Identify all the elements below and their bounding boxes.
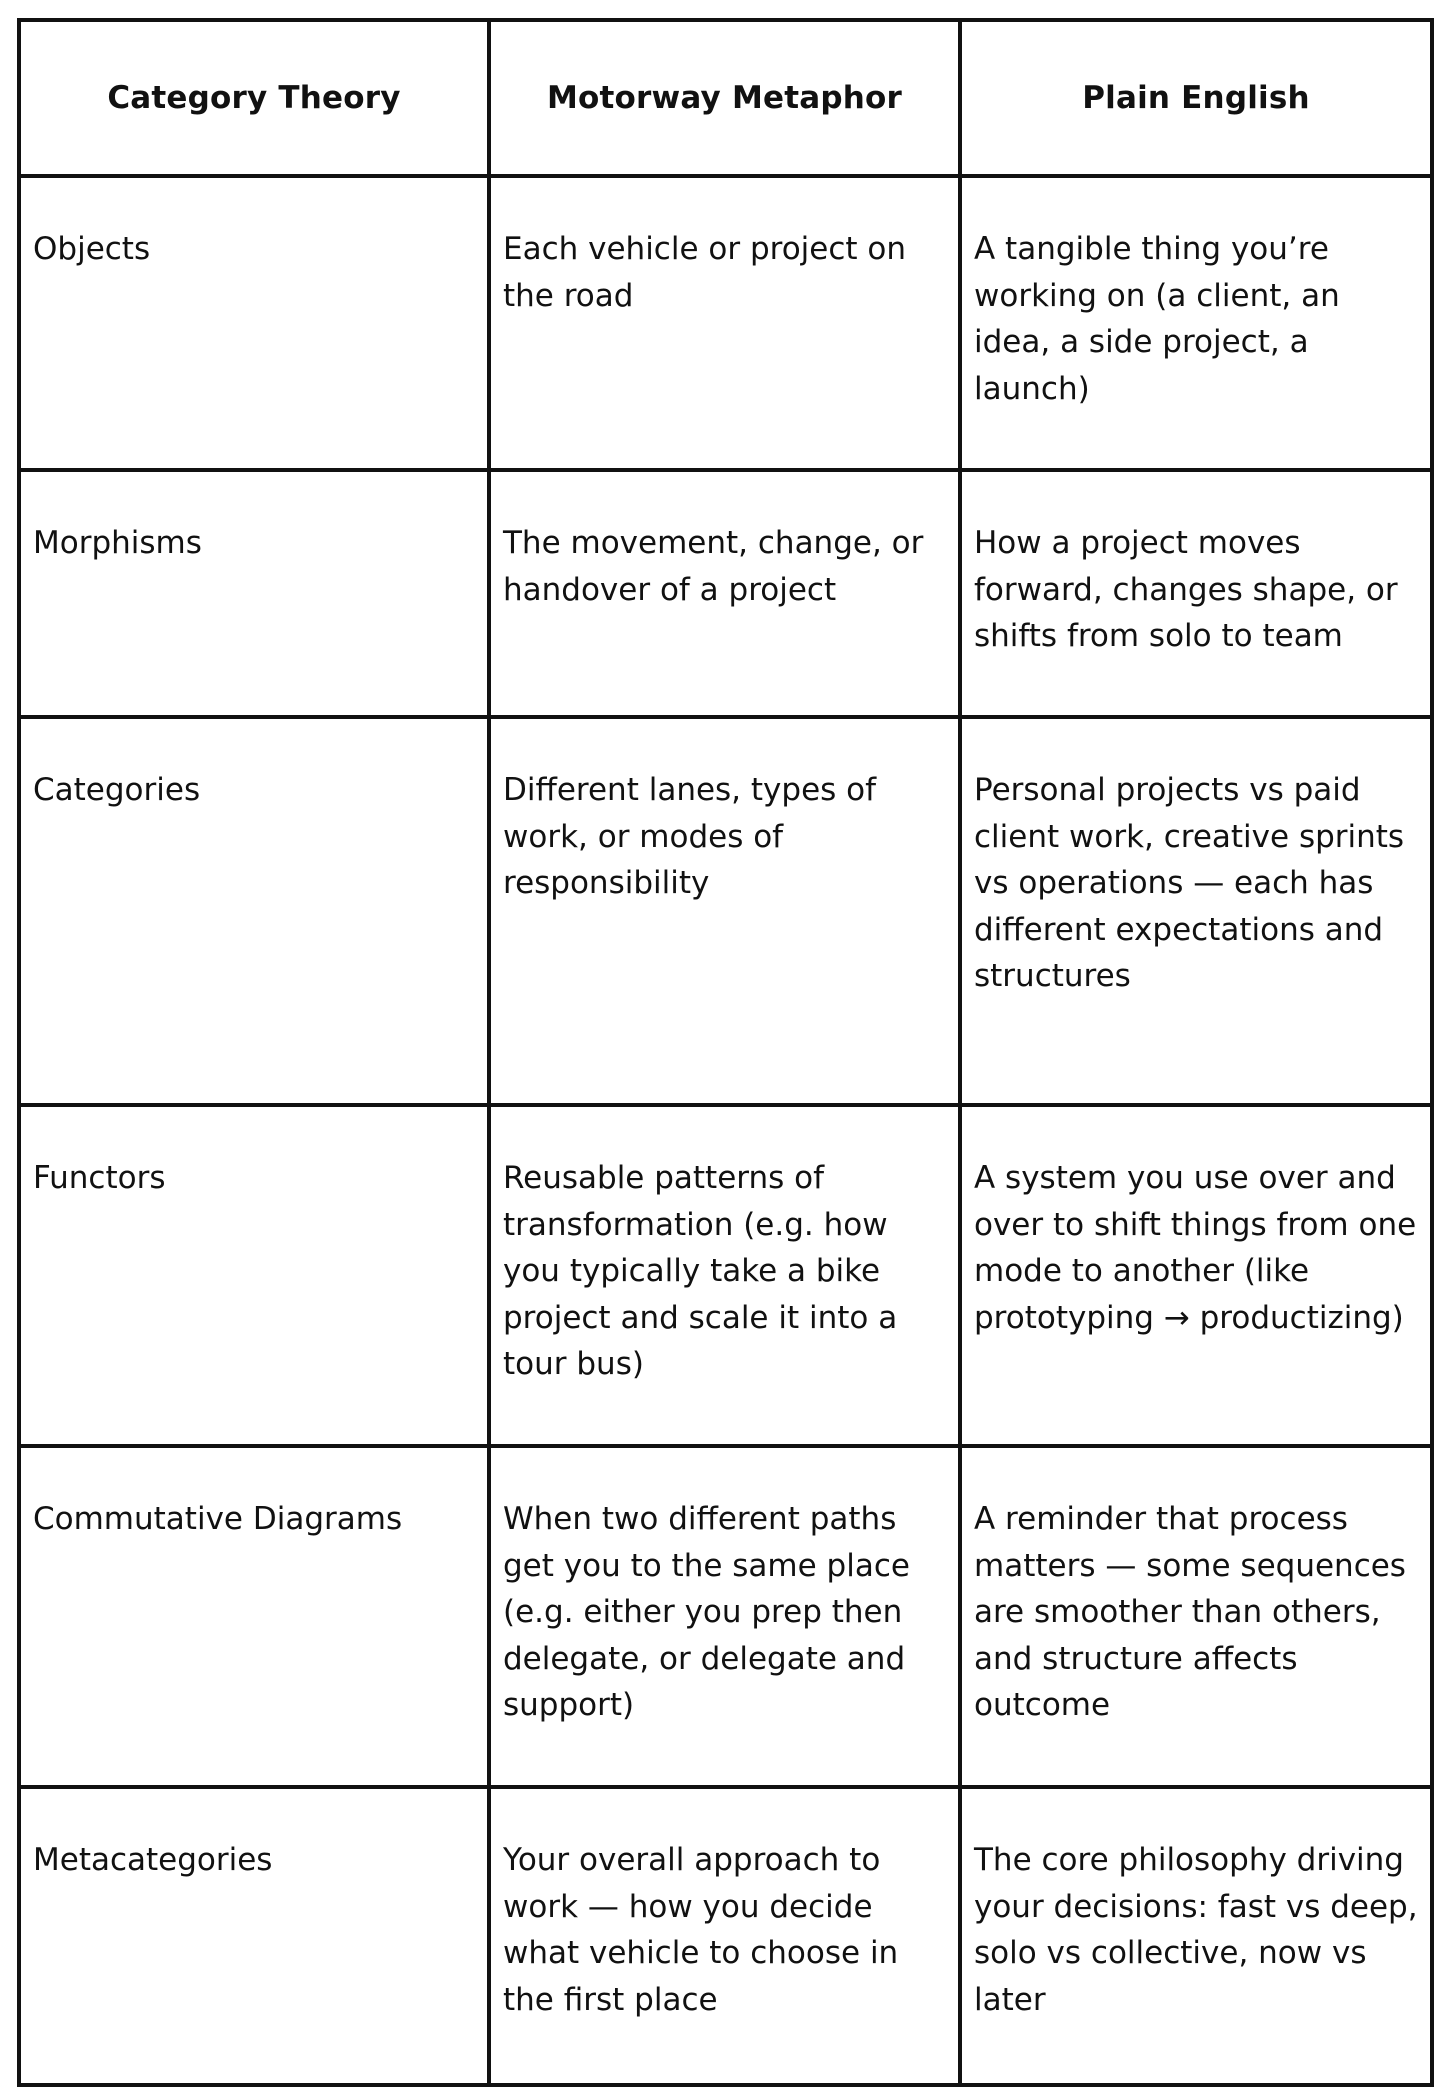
comparison-table bbox=[17, 18, 1434, 2087]
metaphor-cell: When two different paths get you to the same place (e.g. either you prep then delegate, or delegate and support) bbox=[489, 1446, 960, 1787]
metaphor-cell: The movement, change, or handover of a project bbox=[489, 470, 960, 717]
table-row bbox=[19, 717, 1432, 1105]
metaphor-cell: Different lanes, types of work, or modes of responsibility bbox=[489, 717, 960, 1105]
term-cell: Objects bbox=[19, 176, 489, 470]
plain-english-cell: A tangible thing you’re working on (a client, an idea, a side project, a launch) bbox=[960, 176, 1432, 470]
table-row bbox=[19, 1787, 1432, 2085]
term-cell: Morphisms bbox=[19, 470, 489, 717]
plain-english-cell: Personal projects vs paid client work, creative sprints vs operations — each has different expectations and structures bbox=[960, 717, 1432, 1105]
plain-english-cell: A reminder that process matters — some sequences are smoother than others, and structure affects outcome bbox=[960, 1446, 1432, 1787]
header-motorway-metaphor: Motorway Metaphor bbox=[489, 20, 960, 176]
metaphor-cell: Reusable patterns of transformation (e.g. how you typically take a bike project and scale it into a tour bus) bbox=[489, 1105, 960, 1446]
term-cell: Commutative Diagrams bbox=[19, 1446, 489, 1787]
table-row bbox=[19, 176, 1432, 470]
plain-english-cell: The core philosophy driving your decisions: fast vs deep, solo vs collective, now vs later bbox=[960, 1787, 1432, 2085]
header-category-theory: Category Theory bbox=[19, 20, 489, 176]
plain-english-cell: How a project moves forward, changes shape, or shifts from solo to team bbox=[960, 470, 1432, 717]
header-row bbox=[19, 20, 1432, 176]
term-cell: Metacategories bbox=[19, 1787, 489, 2085]
table-row bbox=[19, 1446, 1432, 1787]
header-plain-english: Plain English bbox=[960, 20, 1432, 176]
term-cell: Categories bbox=[19, 717, 489, 1105]
term-cell: Functors bbox=[19, 1105, 489, 1446]
metaphor-cell: Your overall approach to work — how you decide what vehicle to choose in the first place bbox=[489, 1787, 960, 2085]
plain-english-cell: A system you use over and over to shift things from one mode to another (like prototyping → productizing) bbox=[960, 1105, 1432, 1446]
table-row bbox=[19, 470, 1432, 717]
table-row bbox=[19, 1105, 1432, 1446]
metaphor-cell: Each vehicle or project on the road bbox=[489, 176, 960, 470]
